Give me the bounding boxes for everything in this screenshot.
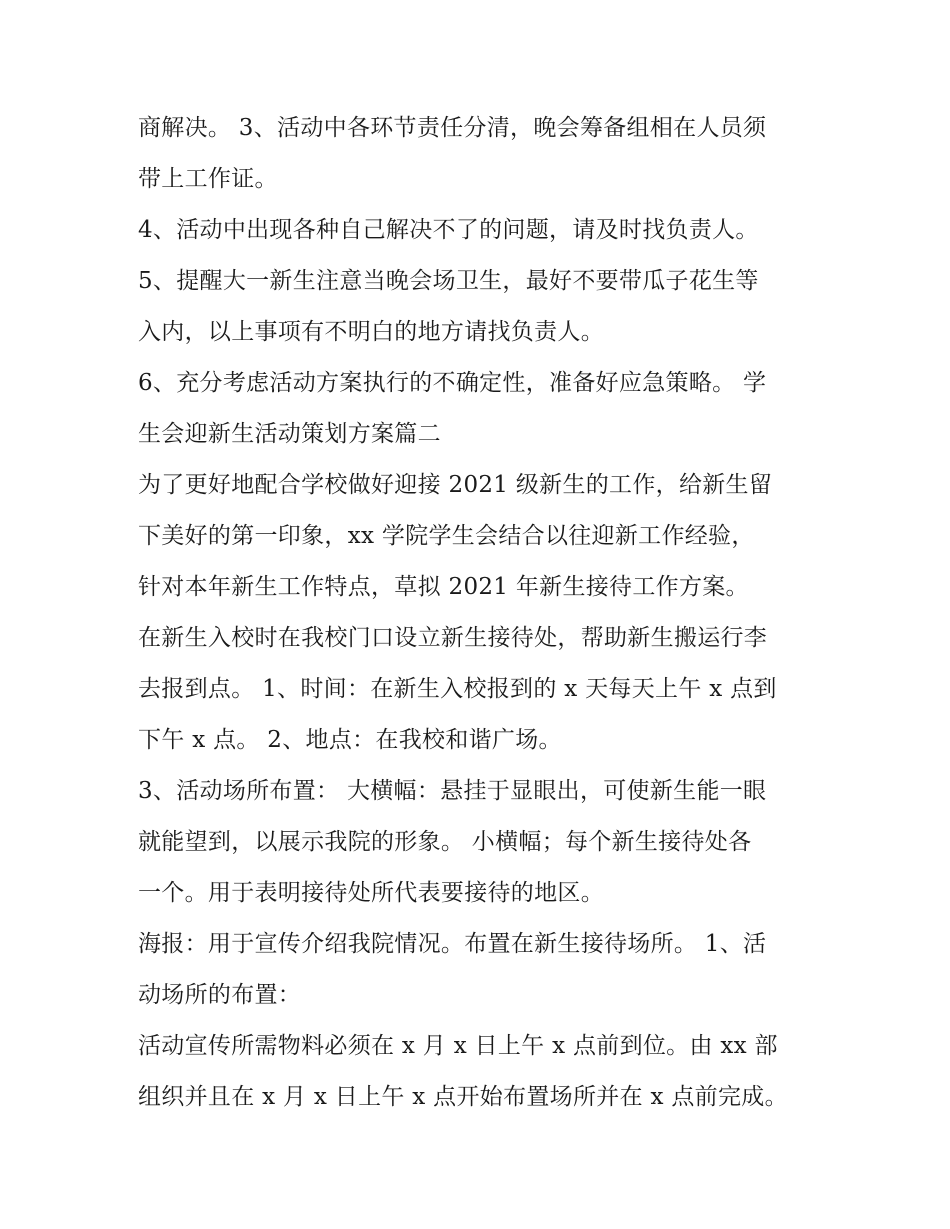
text-line: 去报到点。 1、时间：在新生入校报到的 x 天每天上午 x 点到 <box>138 676 777 702</box>
text-line: 海报：用于宣传介绍我院情况。布置在新生接待场所。 1、活 <box>138 931 767 957</box>
text-line: 组织并且在 x 月 x 日上午 x 点开始布置场所并在 x 点前完成。 <box>138 1084 788 1110</box>
text-line: 在新生入校时在我校门口设立新生接待处，帮助新生搬运行李 <box>138 625 768 651</box>
text-line: 一个。用于表明接待处所代表要接待的地区。 <box>138 880 604 906</box>
text-line: 活动宣传所需物料必须在 x 月 x 日上午 x 点前到位。由 xx 部 <box>138 1033 778 1059</box>
text-line: 下午 x 点。 2、地点：在我校和谐广场。 <box>138 727 562 753</box>
text-line: 入内，以上事项有不明白的地方请找负责人。 <box>138 319 604 345</box>
text-line: 带上工作证。 <box>138 166 278 192</box>
document-body <box>138 103 828 1123</box>
text-line: 针对本年新生工作特点，草拟 2021 年新生接待工作方案。 <box>138 574 749 600</box>
text-line: 下美好的第一印象，xx 学院学生会结合以往迎新工作经验， <box>138 523 755 549</box>
text-line: 6、充分考虑活动方案执行的不确定性，准备好应急策略。 学 <box>138 370 767 396</box>
text-line: 商解决。 3、活动中各环节责任分清，晚会筹备组相在人员须 <box>138 115 767 141</box>
text-line: 就能望到，以展示我院的形象。 小横幅；每个新生接待处各 <box>138 829 752 855</box>
text-line: 生会迎新生活动策划方案篇二 <box>138 421 441 447</box>
text-line: 4、活动中出现各种自己解决不了的问题，请及时找负责人。 <box>138 217 759 243</box>
text-line: 动场所的布置： <box>138 982 302 1008</box>
text-line: 3、活动场所布置： 大横幅：悬挂于显眼出，可使新生能一眼 <box>138 778 767 804</box>
text-line: 5、提醒大一新生注意当晚会场卫生，最好不要带瓜子花生等 <box>138 268 759 294</box>
text-line: 为了更好地配合学校做好迎接 2021 级新生的工作，给新生留 <box>138 472 773 498</box>
